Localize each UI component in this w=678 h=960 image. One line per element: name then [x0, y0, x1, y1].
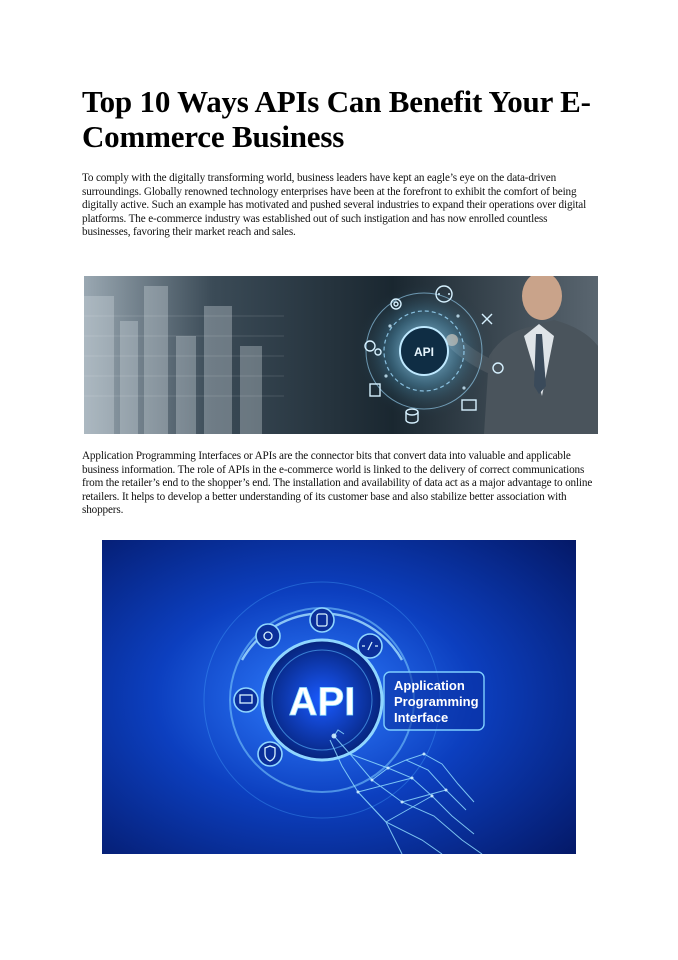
api-explanation-paragraph: Application Programming Interfaces or APIs are the connector bits that convert data into valuable and applicable business information. The role of APIs in the e-commerce world is linked to the delivery of correct communications from the retailer’s end to the shopper’s end. The installation and availability of data act as a major advantage to online retailers. It helps to develop a better understanding of its customer base and also stabilize better association with shoppers. — [82, 450, 593, 517]
banner-api-label: API — [288, 680, 356, 724]
api-interface-image — [102, 540, 576, 854]
database-icon — [310, 608, 334, 632]
caption-line-3: Interface — [394, 710, 449, 725]
gear-icon — [256, 624, 280, 648]
intro-paragraph: To comply with the digitally transforming world, business leaders have kept an eagle’s eye on the data-driven surroundings. Globally renowned technology enterprises have been at the forefront to exhibit the comfort of being digitally active. Such an example has motivated and pushed several industries to expand their operations over digital platforms. The e-commerce industry was established out of such instigation and has now enrolled countless businesses, favoring their market reach and sales. — [82, 172, 587, 239]
article-title: Top 10 Ways APIs Can Benefit Your E-Commerce Business — [82, 84, 591, 154]
caption-line-2: Programming — [394, 694, 479, 709]
monitor-icon — [234, 688, 258, 712]
hero-api-label: API — [413, 345, 435, 359]
caption-line-1: Application — [394, 678, 465, 693]
api-hero-image — [84, 276, 598, 434]
